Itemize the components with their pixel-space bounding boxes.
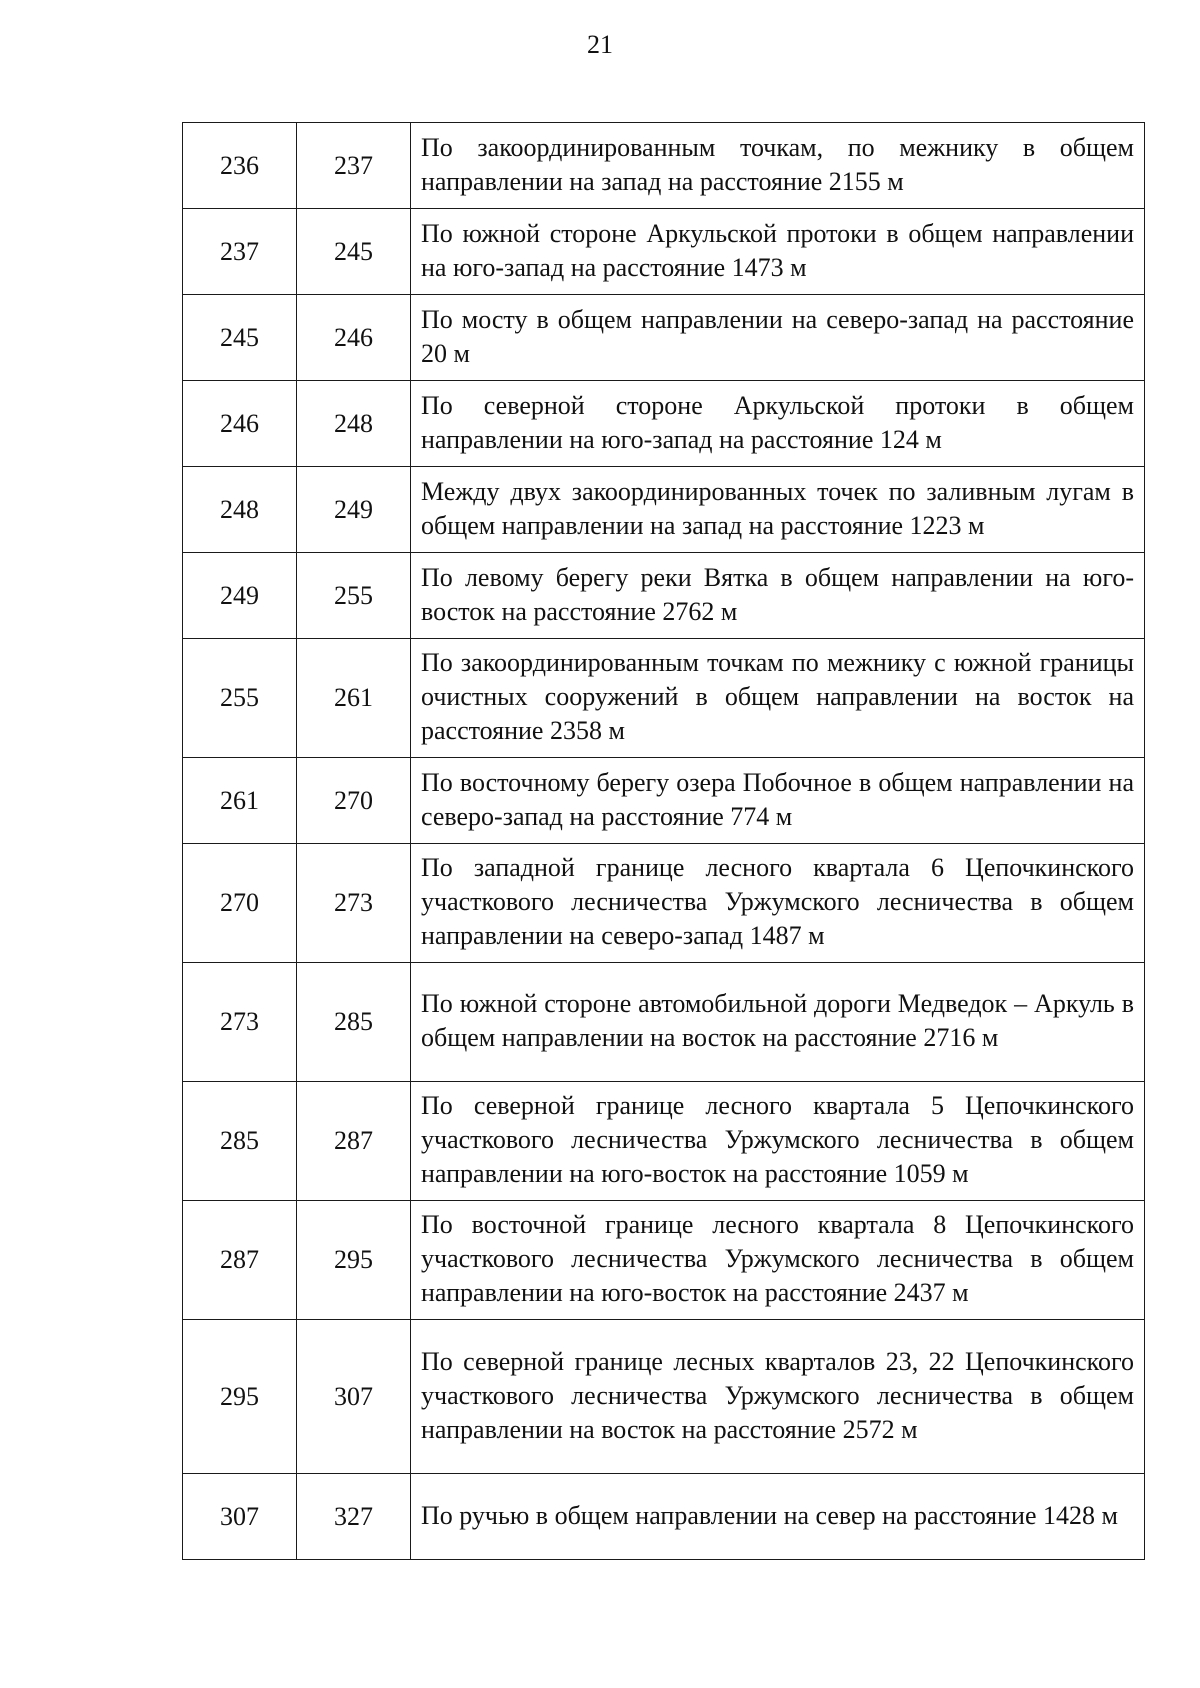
boundary-table bbox=[182, 122, 1145, 1560]
point-from-cell: 237 bbox=[183, 209, 297, 295]
point-from-cell: 295 bbox=[183, 1320, 297, 1474]
point-from-cell: 287 bbox=[183, 1201, 297, 1320]
page-number: 21 bbox=[587, 30, 613, 59]
point-to-cell: 285 bbox=[297, 963, 411, 1082]
boundary-description-cell: По мосту в общем направлении на северо-запад на расстояние 20 м bbox=[411, 295, 1145, 381]
table-row bbox=[183, 844, 1145, 963]
table-row bbox=[183, 1474, 1145, 1560]
boundary-description-cell: По закоординированным точкам по межнику с южной границы очистных сооружений в общем направлении на восток на расстояние 2358 м bbox=[411, 639, 1145, 758]
boundary-description-cell: По южной стороне автомобильной дороги Медведок – Аркуль в общем направлении на восток на расстояние 2716 м bbox=[411, 963, 1145, 1082]
boundary-description-cell: По закоординированным точкам, по межнику в общем направлении на запад на расстояние 2155 м bbox=[411, 123, 1145, 209]
table-row bbox=[183, 639, 1145, 758]
point-to-cell: 255 bbox=[297, 553, 411, 639]
point-from-cell: 285 bbox=[183, 1082, 297, 1201]
point-from-cell: 248 bbox=[183, 467, 297, 553]
boundary-description-cell: Между двух закоординированных точек по заливным лугам в общем направлении на запад на расстояние 1223 м bbox=[411, 467, 1145, 553]
point-from-cell: 270 bbox=[183, 844, 297, 963]
point-to-cell: 270 bbox=[297, 758, 411, 844]
point-from-cell: 236 bbox=[183, 123, 297, 209]
point-to-cell: 249 bbox=[297, 467, 411, 553]
table-row bbox=[183, 1082, 1145, 1201]
point-from-cell: 246 bbox=[183, 381, 297, 467]
boundary-description-cell: По восточному берегу озера Побочное в общем направлении на северо-запад на расстояние 774 м bbox=[411, 758, 1145, 844]
point-from-cell: 255 bbox=[183, 639, 297, 758]
boundary-description-cell: По ручью в общем направлении на север на расстояние 1428 м bbox=[411, 1474, 1145, 1560]
boundary-description-cell: По северной границе лесных кварталов 23, 22 Цепочкинского участкового лесничества Уржумского лесничества в общем направлении на восток на расстояние 2572 м bbox=[411, 1320, 1145, 1474]
boundary-description-cell: По южной стороне Аркульской протоки в общем направлении на юго-запад на расстояние 1473 м bbox=[411, 209, 1145, 295]
boundary-table-body bbox=[183, 123, 1145, 1560]
point-from-cell: 249 bbox=[183, 553, 297, 639]
point-to-cell: 327 bbox=[297, 1474, 411, 1560]
point-to-cell: 273 bbox=[297, 844, 411, 963]
point-to-cell: 295 bbox=[297, 1201, 411, 1320]
point-to-cell: 245 bbox=[297, 209, 411, 295]
point-from-cell: 245 bbox=[183, 295, 297, 381]
table-row bbox=[183, 209, 1145, 295]
table-row bbox=[183, 1320, 1145, 1474]
table-row bbox=[183, 123, 1145, 209]
point-from-cell: 261 bbox=[183, 758, 297, 844]
boundary-description-cell: По северной стороне Аркульской протоки в общем направлении на юго-запад на расстояние 124 м bbox=[411, 381, 1145, 467]
point-to-cell: 246 bbox=[297, 295, 411, 381]
point-to-cell: 248 bbox=[297, 381, 411, 467]
boundary-description-cell: По северной границе лесного квартала 5 Цепочкинского участкового лесничества Уржумского лесничества в общем направлении на юго-восток на расстояние 1059 м bbox=[411, 1082, 1145, 1201]
point-to-cell: 307 bbox=[297, 1320, 411, 1474]
point-to-cell: 237 bbox=[297, 123, 411, 209]
point-to-cell: 287 bbox=[297, 1082, 411, 1201]
table-row bbox=[183, 1201, 1145, 1320]
table-row bbox=[183, 553, 1145, 639]
boundary-description-cell: По западной границе лесного квартала 6 Цепочкинского участкового лесничества Уржумского лесничества в общем направлении на северо-запад 1487 м bbox=[411, 844, 1145, 963]
boundary-description-cell: По восточной границе лесного квартала 8 Цепочкинского участкового лесничества Уржумского лесничества в общем направлении на юго-восток на расстояние 2437 м bbox=[411, 1201, 1145, 1320]
table-row bbox=[183, 381, 1145, 467]
boundary-description-cell: По левому берегу реки Вятка в общем направлении на юго-восток на расстояние 2762 м bbox=[411, 553, 1145, 639]
table-row bbox=[183, 295, 1145, 381]
table-row bbox=[183, 963, 1145, 1082]
point-to-cell: 261 bbox=[297, 639, 411, 758]
point-from-cell: 273 bbox=[183, 963, 297, 1082]
table-row bbox=[183, 758, 1145, 844]
point-from-cell: 307 bbox=[183, 1474, 297, 1560]
table-row bbox=[183, 467, 1145, 553]
